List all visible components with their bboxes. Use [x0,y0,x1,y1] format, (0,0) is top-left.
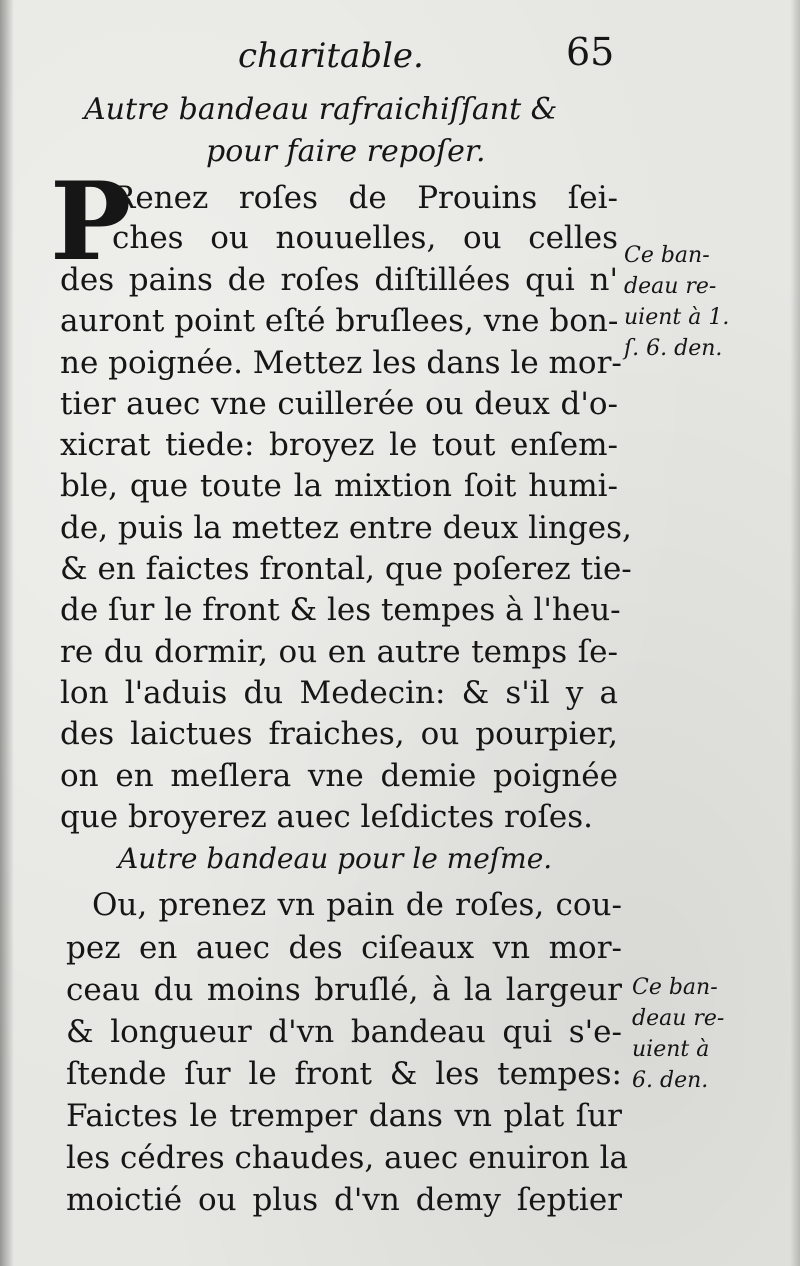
text-line: & en faictes frontal, que poſerez tie- [60,551,632,587]
note-line: ſ. 6. den. [624,336,723,361]
text-line: de ſur le front & les tempes à l'heu- [60,592,621,628]
text-line: les cédres chaudes, auec enuiron la [66,1140,628,1176]
text-line: pez en auec des ciſeaux vn mor- [66,930,622,966]
note-line: uient à 1. [624,305,730,330]
text-line: ſtende ſur le front & les tempes: [66,1056,622,1092]
text-line: re du dormir, ou en autre temps ſe- [60,634,618,670]
text-line: des laictues fraiches, ou pourpier, [60,716,618,752]
text-line: Ou, prenez vn pain de roſes, cou- [92,887,622,923]
note-line: Ce ban- [624,243,710,268]
text-line: Faictes le tremper dans vn plat ſur [66,1098,622,1134]
text-line: ble, que toute la mixtion ſoit humi- [60,468,618,504]
recipe1-title-line2: pour faire repoſer. [206,134,486,169]
text-line: on en meſlera vne demie poignée [60,758,618,794]
text-line: de, puis la mettez entre deux linges, [60,510,632,546]
running-title: charitable. [238,36,424,76]
text-line: auront point eſté bruſlees, vne bon- [60,303,619,339]
text-line: que broyerez auec leſdictes roſes. [60,799,594,835]
text-line: lon l'aduis du Medecin: & s'il y a [60,675,618,711]
marginal-note-1 [624,240,729,364]
note-line: deau re- [624,274,717,299]
text-line: ne poignée. Mettez les dans le mor- [60,345,622,381]
text-line: ches ou nouuelles, ou celles [112,220,618,256]
note-line: Ce ban- [632,975,718,1000]
text-line: ceau du moins bruſlé, à la largeur [66,972,622,1008]
recipe1-title-line1: Autre bandeau rafraichiſſant & [84,92,558,127]
text-line: & longueur d'vn bandeau qui s'e- [66,1014,622,1050]
text-line: xicrat tiede: broyez le tout enſem- [60,427,618,463]
note-line: deau re- [632,1006,725,1031]
drop-cap: P [50,159,132,285]
recipe2-title: Autre bandeau pour le meſme. [118,842,553,875]
text-line: des pains de roſes diſtillées qui n' [60,262,618,298]
text-line: moictié ou plus d'vn demy ſeptier [66,1182,622,1218]
note-line: 6. den. [632,1068,709,1093]
text-line: Renez roſes de Prouins ſei- [112,180,618,216]
marginal-note-2 [632,972,724,1096]
text-line: tier auec vne cuillerée ou deux d'o- [60,386,618,422]
note-line: uient à [632,1037,710,1062]
page-number: 65 [566,30,615,74]
